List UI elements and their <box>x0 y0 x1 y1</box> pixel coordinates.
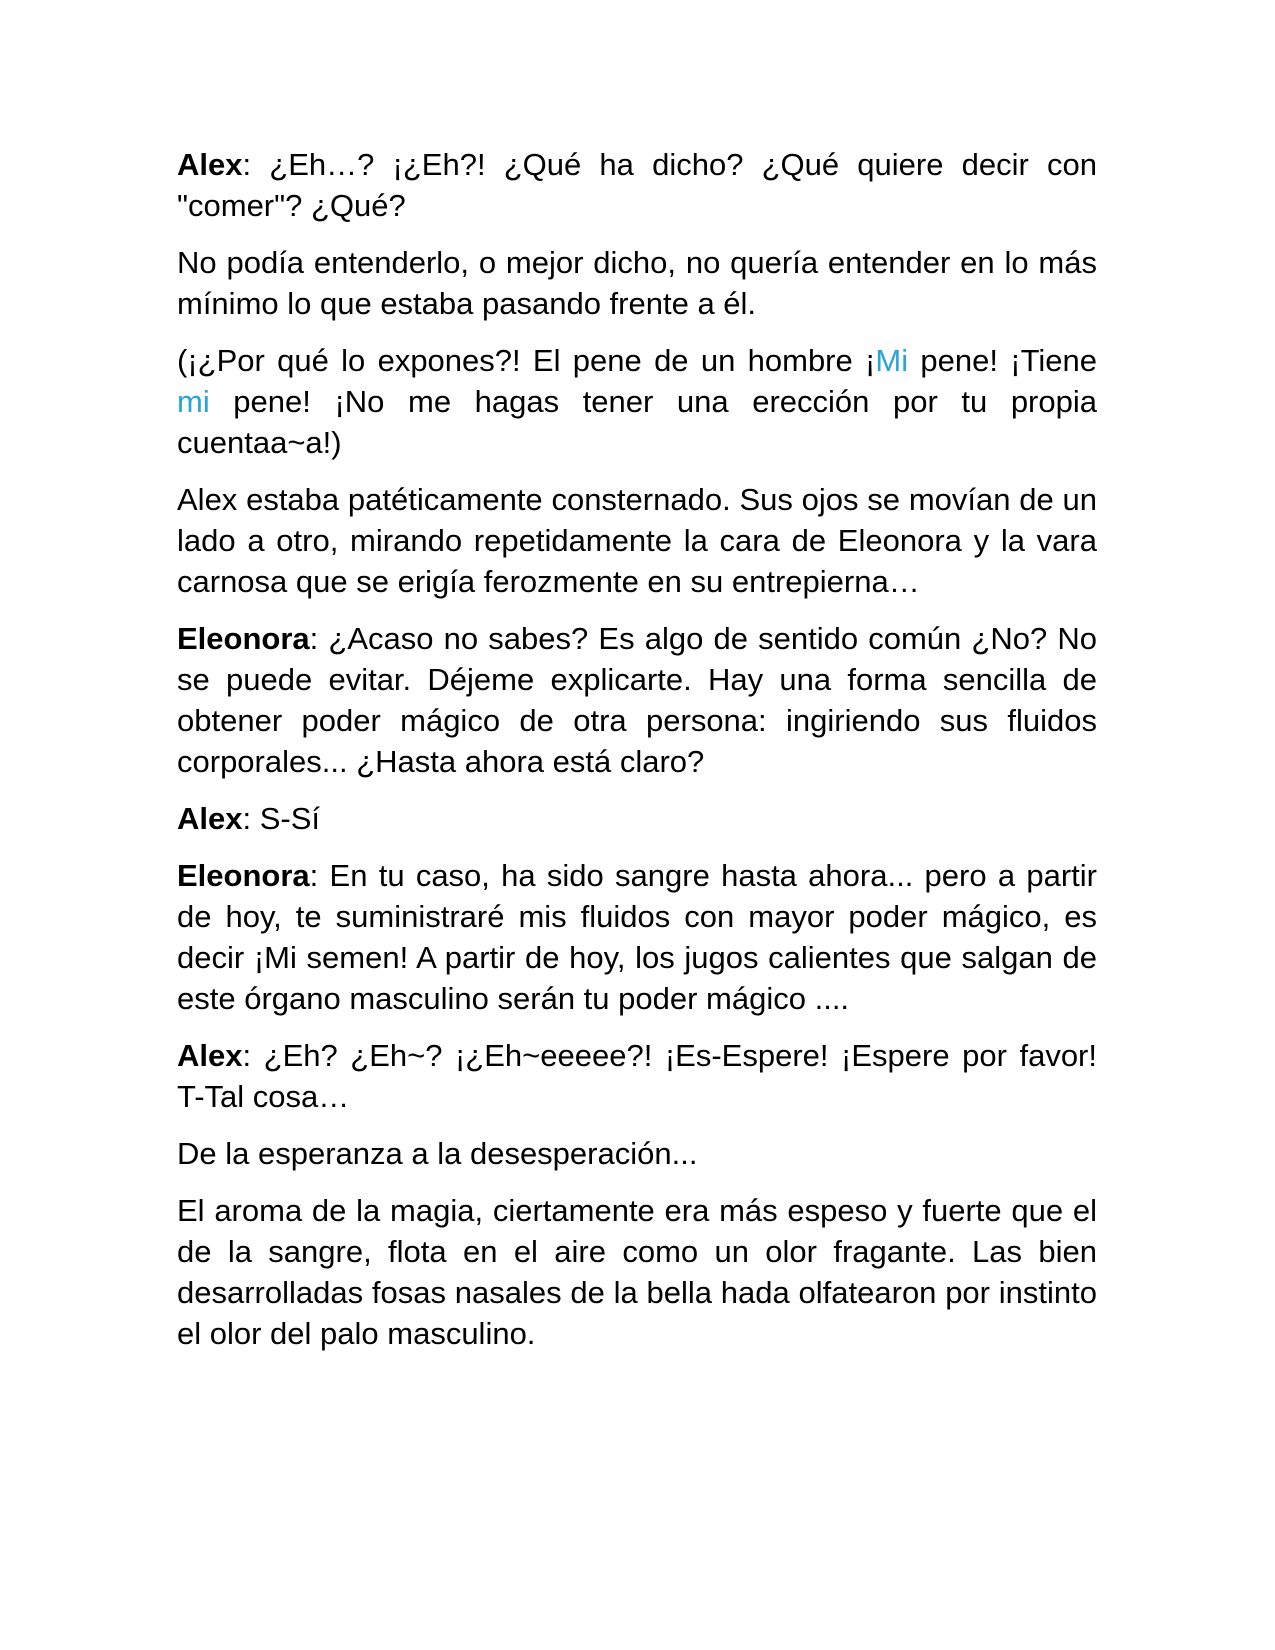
dialogue-paragraph <box>177 798 1097 839</box>
thought-text: pene! ¡No me hagas tener una erección por tu propia cuentaa~a!) <box>177 384 1097 460</box>
narration-paragraph <box>177 479 1097 602</box>
dialogue-paragraph <box>177 144 1097 226</box>
speaker-name: Eleonora <box>177 858 310 893</box>
highlighted-word: mi <box>177 384 210 419</box>
dialogue-text: : ¿Eh…? ¡¿Eh?! ¿Qué ha dicho? ¿Qué quiere decir con "comer"? ¿Qué? <box>177 147 1097 223</box>
highlighted-word: Mi <box>875 343 909 378</box>
dialogue-paragraph <box>177 618 1097 782</box>
narration-text: El aroma de la magia, ciertamente era más espeso y fuerte que el de la sangre, flota en el aire como un olor fragante. Las bien desarrolladas fosas nasales de la bella hada olfatearon por instinto el olor del palo masculino. <box>177 1193 1097 1351</box>
dialogue-text: : ¿Acaso no sabes? Es algo de sentido común ¿No? No se puede evitar. Déjeme explicarte. Hay una forma sencilla de obtener poder mágico de otra persona: ingiriendo sus fluidos corporales... ¿Hasta ahora está claro? <box>177 621 1097 779</box>
narration-paragraph <box>177 242 1097 324</box>
speaker-name: Alex <box>177 1038 243 1073</box>
dialogue-paragraph <box>177 855 1097 1019</box>
speaker-name: Eleonora <box>177 621 310 656</box>
narration-text: No podía entenderlo, o mejor dicho, no quería entender en lo más mínimo lo que estaba pasando frente a él. <box>177 245 1097 321</box>
narration-text: De la esperanza a la desesperación... <box>177 1136 698 1171</box>
thought-text: (¡¿Por qué lo expones?! El pene de un hombre ¡ <box>177 343 876 378</box>
speaker-name: Alex <box>177 801 243 836</box>
dialogue-text: : ¿Eh? ¿Eh~? ¡¿Eh~eeeee?! ¡Es-Espere! ¡Espere por favor! T-Tal cosa… <box>177 1038 1097 1114</box>
narration-text: Alex estaba patéticamente consternado. Sus ojos se movían de un lado a otro, mirando repetidamente la cara de Eleonora y la vara carnosa que se erigía ferozmente en su entrepierna… <box>177 482 1097 599</box>
page-body <box>177 144 1097 1370</box>
thought-paragraph <box>177 340 1097 463</box>
narration-paragraph <box>177 1190 1097 1354</box>
thought-text: pene! ¡Tiene <box>908 343 1097 378</box>
dialogue-paragraph <box>177 1035 1097 1117</box>
speaker-name: Alex <box>177 147 243 182</box>
dialogue-text: : S-Sí <box>242 801 320 836</box>
dialogue-text: : En tu caso, ha sido sangre hasta ahora... pero a partir de hoy, te suministraré mis fluidos con mayor poder mágico, es decir ¡Mi semen! A partir de hoy, los jugos calientes que salgan de este órgano masculino serán tu poder mágico .... <box>177 858 1097 1016</box>
narration-paragraph <box>177 1133 1097 1174</box>
